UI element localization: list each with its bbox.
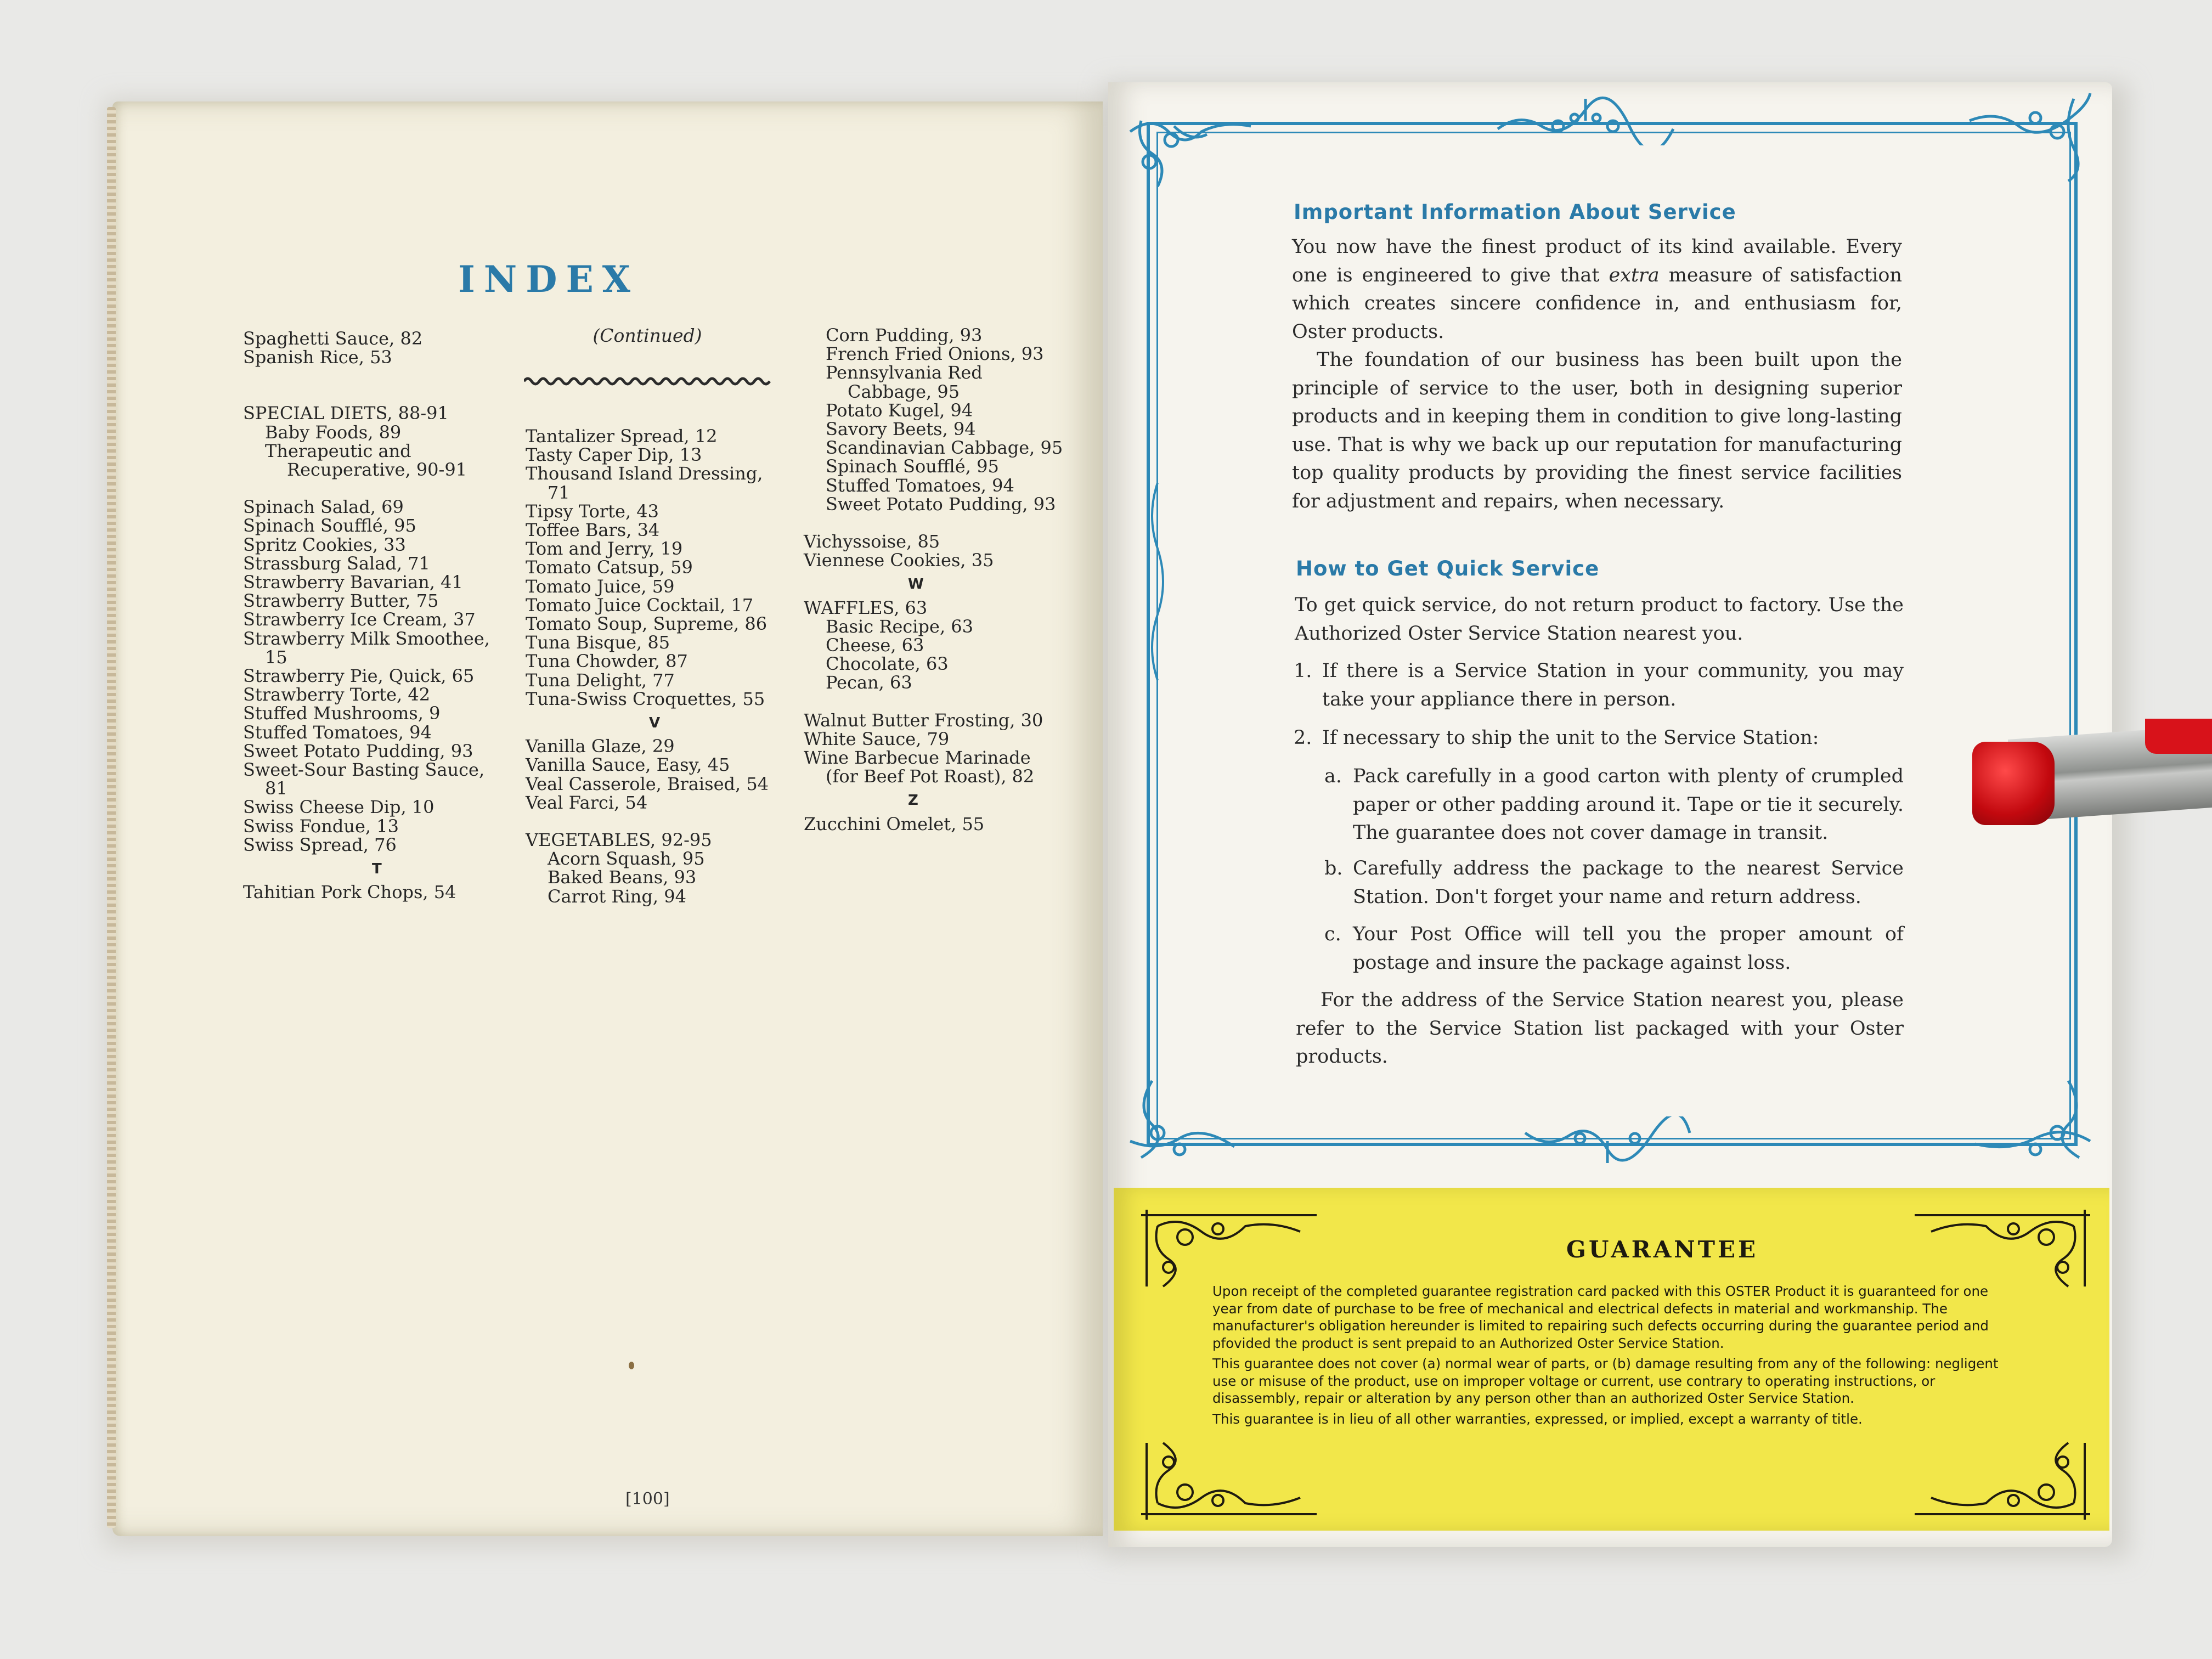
quick-service-heading: How to Get Quick Service bbox=[1296, 557, 1600, 580]
index-entry: 71 bbox=[548, 482, 570, 503]
index-entry: Walnut Butter Frosting, 30 bbox=[804, 709, 1043, 731]
quick-service-intro: To get quick service, do not return product to factory. Use the Authorized Oster Service Station nearest you. bbox=[1295, 594, 1904, 645]
index-entry: Thousand Island Dressing, bbox=[526, 463, 763, 484]
index-entry: Spritz Cookies, 33 bbox=[243, 534, 406, 555]
index-entry: Therapeutic and bbox=[265, 440, 411, 461]
index-entry: Stuffed Tomatoes, 94 bbox=[826, 475, 1014, 496]
index-letter-heading: Z bbox=[908, 792, 918, 809]
index-entry: Veal Farci, 54 bbox=[526, 792, 648, 813]
index-entry: Strawberry Bavarian, 41 bbox=[243, 572, 463, 593]
index-entry: Vanilla Glaze, 29 bbox=[526, 736, 675, 757]
index-entry: Baby Foods, 89 bbox=[265, 421, 402, 443]
index-spacer bbox=[243, 479, 490, 498]
index-entry: Strawberry Butter, 75 bbox=[243, 590, 439, 612]
index-entry: Tipsy Torte, 43 bbox=[526, 500, 659, 522]
side-ornament-icon bbox=[1141, 483, 1174, 713]
index-entry: Strawberry Milk Smoothee, bbox=[243, 628, 490, 649]
index-entry: Pennsylvania Red bbox=[826, 362, 983, 383]
corner-ornament-icon bbox=[1119, 1075, 1262, 1163]
index-column-2 bbox=[526, 427, 769, 906]
service-step-2c: c. Your Post Office will tell you the proper amount of postage and insure the package against loss. bbox=[1324, 923, 1904, 974]
index-entry: Tomato Juice Cocktail, 17 bbox=[526, 594, 754, 616]
index-entry: Strawberry Ice Cream, 37 bbox=[243, 609, 476, 630]
index-entry: Spanish Rice, 53 bbox=[243, 347, 392, 368]
index-entry: Spinach Soufflé, 95 bbox=[243, 515, 416, 537]
index-entry: Baked Beans, 93 bbox=[548, 867, 697, 888]
guarantee-ornament-icon bbox=[1909, 1437, 2096, 1525]
service-step-2b: b. Carefully address the package to the nearest Service Station. Don't forget your name and return address. bbox=[1324, 857, 1904, 908]
index-entry: Savory Beets, 94 bbox=[826, 419, 976, 440]
index-entry: Basic Recipe, 63 bbox=[826, 616, 974, 637]
page-number: [100] bbox=[625, 1489, 670, 1509]
index-entry: Tomato Catsup, 59 bbox=[526, 557, 693, 578]
index-entry: Sweet Potato Pudding, 93 bbox=[243, 740, 473, 761]
index-entry: Tom and Jerry, 19 bbox=[526, 538, 683, 560]
index-entry: Tantalizer Spread, 12 bbox=[526, 426, 718, 447]
index-entry: Zucchini Omelet, 55 bbox=[804, 813, 985, 834]
guarantee-ornament-icon bbox=[1909, 1204, 2096, 1292]
index-entry: Veal Casserole, Braised, 54 bbox=[526, 773, 769, 794]
index-entry: Wine Barbecue Marinade bbox=[804, 747, 1031, 769]
corner-ornament-icon bbox=[1964, 1075, 2096, 1163]
index-spacer bbox=[526, 812, 769, 831]
index-entry: Spinach Salad, 69 bbox=[243, 496, 404, 518]
index-entry: Tuna Chowder, 87 bbox=[526, 651, 688, 672]
index-entry: Potato Kugel, 94 bbox=[826, 399, 973, 421]
service-station-note: For the address of the Service Station nearest you, please refer to the Service Station list packaged with your Oster products. bbox=[1296, 989, 1904, 1068]
binder-clip-cap bbox=[1972, 742, 2055, 825]
index-entry: Vanilla Sauce, Easy, 45 bbox=[526, 754, 730, 776]
index-entry: French Fried Onions, 93 bbox=[826, 343, 1044, 365]
index-entry: Strassburg Salad, 71 bbox=[243, 552, 430, 574]
index-column-1 bbox=[243, 329, 490, 901]
index-entry: VEGETABLES, 92-95 bbox=[526, 830, 712, 851]
index-entry: Swiss Cheese Dip, 10 bbox=[243, 797, 435, 818]
index-entry: Cheese, 63 bbox=[826, 635, 924, 656]
index-letter-heading: W bbox=[908, 576, 924, 593]
index-entry: Strawberry Pie, Quick, 65 bbox=[243, 665, 475, 687]
index-entry: Spinach Soufflé, 95 bbox=[826, 456, 999, 477]
index-entry: Vichyssoise, 85 bbox=[804, 531, 940, 552]
index-entry: Strawberry Torte, 42 bbox=[243, 684, 431, 706]
index-entry: Tomato Soup, Supreme, 86 bbox=[526, 613, 768, 635]
index-entry: 81 bbox=[265, 778, 287, 799]
page-edge bbox=[107, 107, 116, 1528]
index-entry: (for Beef Pot Roast), 82 bbox=[826, 766, 1035, 787]
index-spacer bbox=[243, 366, 490, 385]
index-spacer bbox=[243, 385, 490, 404]
index-entry: Scandinavian Cabbage, 95 bbox=[826, 437, 1063, 459]
service-step-2: 2. If necessary to ship the unit to the Service Station: bbox=[1294, 727, 1819, 749]
top-ornament-icon bbox=[1492, 96, 1679, 145]
index-entry: Recuperative, 90-91 bbox=[287, 459, 467, 481]
binder-clip-handle bbox=[2145, 719, 2212, 754]
index-entry: Swiss Spread, 76 bbox=[243, 834, 397, 855]
index-entry: Stuffed Mushrooms, 9 bbox=[243, 703, 441, 724]
corner-ornament-icon bbox=[1119, 110, 1262, 192]
index-entry: Toffee Bars, 34 bbox=[526, 520, 660, 541]
index-entry: Spaghetti Sauce, 82 bbox=[243, 328, 423, 349]
wave-divider bbox=[524, 375, 771, 388]
index-entry: Viennese Cookies, 35 bbox=[804, 550, 994, 571]
index-entry: SPECIAL DIETS, 88-91 bbox=[243, 403, 449, 424]
service-step-2a: a. Pack carefully in a good carton with plenty of crumpled paper or other padding around it. Tape or tie it securely. The guarantee does not cover damage in transit. bbox=[1324, 765, 1904, 844]
index-entry: Sweet Potato Pudding, 93 bbox=[826, 493, 1056, 515]
index-entry: 15 bbox=[265, 646, 287, 668]
index-entry: White Sauce, 79 bbox=[804, 728, 950, 749]
index-entry: Corn Pudding, 93 bbox=[826, 325, 983, 346]
index-entry: Tomato Juice, 59 bbox=[526, 575, 675, 597]
index-entry: Chocolate, 63 bbox=[826, 653, 949, 675]
paper-speck bbox=[629, 1362, 634, 1369]
index-entry: Acorn Squash, 95 bbox=[548, 848, 705, 870]
index-entry: Carrot Ring, 94 bbox=[548, 885, 686, 907]
index-entry: Sweet-Sour Basting Sauce, bbox=[243, 759, 485, 781]
index-entry: Stuffed Tomatoes, 94 bbox=[243, 721, 432, 743]
index-letter-heading: T bbox=[372, 861, 382, 878]
index-entry: Swiss Fondue, 13 bbox=[243, 815, 399, 837]
index-entry: Tuna Bisque, 85 bbox=[526, 632, 670, 653]
service-info-text: You now have the finest product of its kind available. Every one is engineered to give that extra measure of satisfaction which creates sincere confidence in, and enthusiasm for, Oster products. The foundation of our business has been built upon the principle of service to the user, both in designing superior products and in keeping them in condition to give long-lasting use. That is why we back up our reputation for manufacturing top quality products by providing the finest service facilities for adjustment and repairs, when necessary. bbox=[1292, 236, 1902, 512]
guarantee-text: Upon receipt of the completed guarantee registration card packed with this OSTER Product it is guaranteed for one year from date of purchase to be free of mechanical and electrical defects in material and workmanship. The manufacturer's obligation hereunder is limited to repairing such defects occurring during the guarantee period and pfovided the product is sent prepaid to an Authorized Oster Service Station. This guarantee does not cover (a) normal wear of parts, or (b) damage resulting from any of the following: negligent use or misuse of the product, use on improper voltage or current, use contrary to operating instructions, or disassembly, repair or alteration by any person other than an authorized Oster Service Station. This guarantee is in lieu of all other warranties, expressed, or implied, except a warranty of title. bbox=[1212, 1283, 1999, 1427]
guarantee-ornament-icon bbox=[1136, 1204, 1322, 1292]
guarantee-ornament-icon bbox=[1136, 1437, 1322, 1525]
index-entry: WAFFLES, 63 bbox=[804, 597, 928, 618]
index-spacer bbox=[804, 514, 1063, 532]
bottom-ornament-icon bbox=[1520, 1116, 1695, 1166]
index-letter-heading: V bbox=[649, 715, 661, 732]
corner-ornament-icon bbox=[1964, 88, 2096, 187]
index-column-3 bbox=[804, 326, 1063, 833]
index-entry: Tuna-Swiss Croquettes, 55 bbox=[526, 688, 765, 709]
guarantee-title: GUARANTEE bbox=[1566, 1236, 1758, 1263]
index-entry: Cabbage, 95 bbox=[848, 381, 960, 402]
index-entry: Tahitian Pork Chops, 54 bbox=[243, 882, 456, 903]
index-entry: Pecan, 63 bbox=[826, 672, 912, 693]
index-entry: Tasty Caper Dip, 13 bbox=[526, 444, 702, 466]
service-info-heading: Important Information About Service bbox=[1294, 200, 1736, 224]
service-step-1: 1. If there is a Service Station in your community, you may take your appliance there in person. bbox=[1294, 660, 1904, 710]
index-spacer bbox=[804, 692, 1063, 711]
index-entry: Tuna Delight, 77 bbox=[526, 669, 675, 691]
